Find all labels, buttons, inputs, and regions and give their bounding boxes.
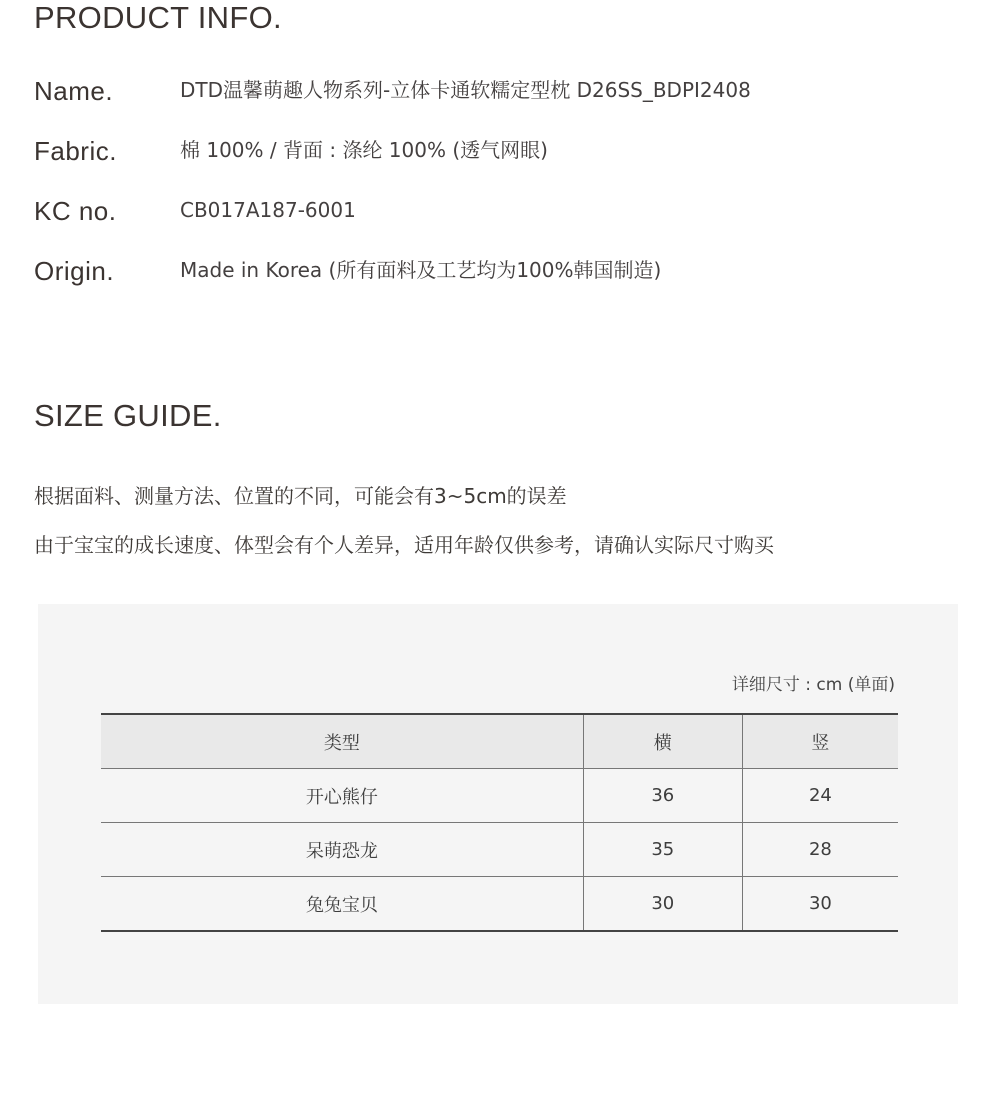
product-info-list — [34, 72, 964, 312]
cell-width: 36 — [583, 769, 742, 823]
info-value-origin: Made in Korea (所有面料及工艺均为100%韩国制造) — [180, 258, 662, 282]
table-row — [101, 823, 898, 877]
cell-width: 35 — [583, 823, 742, 877]
column-header-type: 类型 — [101, 714, 583, 769]
column-header-width: 横 — [583, 714, 742, 769]
info-row-fabric — [34, 132, 964, 192]
cell-height: 30 — [742, 877, 898, 932]
info-value-kc-no: CB017A187-6001 — [180, 198, 356, 222]
info-row-kc-no — [34, 192, 964, 252]
size-guide-note: 由于宝宝的成长速度、体型会有个人差异，适用年龄仅供参考，请确认实际尺寸购买 — [34, 533, 774, 557]
info-value-fabric: 棉 100% / 背面 : 涤纶 100% (透气网眼) — [180, 138, 548, 162]
cell-height: 28 — [742, 823, 898, 877]
size-table-panel — [38, 604, 958, 1004]
size-table — [101, 713, 898, 932]
table-header-row — [101, 714, 898, 769]
info-value-name: DTD温馨萌趣人物系列-立体卡通软糯定型枕 D26SS_BDPI2408 — [180, 78, 751, 102]
size-guide-title: SIZE GUIDE. — [34, 398, 222, 433]
size-guide-note: 根据面料、测量方法、位置的不同，可能会有3~5cm的误差 — [34, 484, 567, 508]
info-row-origin — [34, 252, 964, 312]
cell-width: 30 — [583, 877, 742, 932]
info-row-name — [34, 72, 964, 132]
info-label-fabric: Fabric. — [34, 136, 117, 166]
table-row — [101, 877, 898, 932]
cell-height: 24 — [742, 769, 898, 823]
column-header-height: 竖 — [742, 714, 898, 769]
unit-note: 详细尺寸 : cm (单面) — [731, 675, 895, 695]
product-info-title: PRODUCT INFO. — [34, 0, 282, 35]
info-label-origin: Origin. — [34, 256, 115, 286]
info-label-name: Name. — [34, 76, 114, 106]
cell-type: 呆萌恐龙 — [101, 823, 583, 877]
cell-type: 开心熊仔 — [101, 769, 583, 823]
cell-type: 兔兔宝贝 — [101, 877, 583, 932]
table-row — [101, 769, 898, 823]
info-label-kc-no: KC no. — [34, 196, 117, 226]
